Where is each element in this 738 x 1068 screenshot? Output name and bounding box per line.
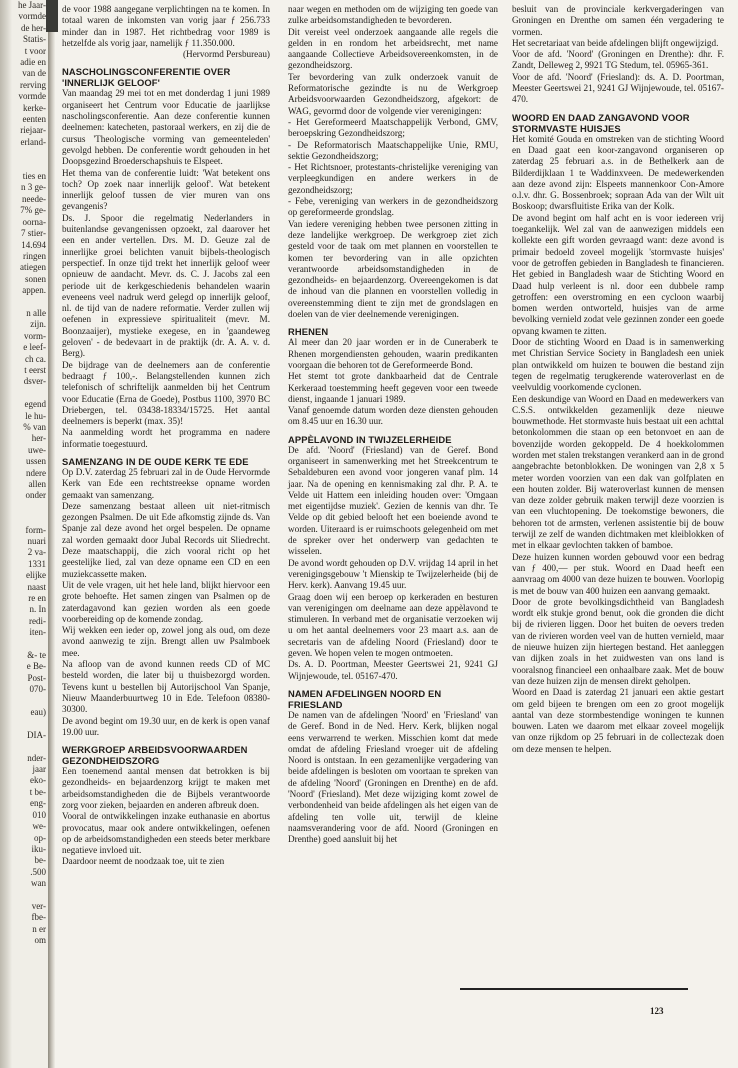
column-middle [288, 4, 498, 845]
article-paragraph: Wij wekken een ieder op, zowel jong als oud, om deze avond aanwezig te zijn. Brengt allen uw Psalmboek mee. [62, 625, 270, 658]
previous-page-line: nuari [27, 536, 46, 546]
article-heading: NAMEN AFDELINGEN NOORD EN FRIESLAND [288, 687, 442, 710]
previous-page-line: 070- [29, 684, 46, 695]
previous-page-line: jaar [32, 764, 46, 775]
previous-page-line [12, 297, 48, 308]
article-paragraph: Een deskundige van Woord en Daad en medewerkers van C.S.S. ontwikkelden gezamenlijk deze nieuwe bouwmethode. Het stormvaste huis bestaat uit een achttal betonkolommen die staan op een betonvoet en aan de bovenzijde worden gekoppeld. De 4 hoekkolommen worden met stalen trekstangen verankerd aan in de grond aangebrachte betonblokken. De woningen van 2,8 x 5 meter worden voorzien van een dak van golfplaten en een houten zolder. Bij wateroverlast kunnen de mensen van deze zolder gebruik maken terwijl deze voorzien is van een vluchtopening. De toekomstige bewoners, die behoren tot de armsten, verlenen assistentie bij de bouw terwijl ze zelf de wanden dichtmaken met kleiblokken of met in elkaar gevlochten takken of bamboe. [512, 393, 724, 551]
previous-page-line: op- [34, 832, 46, 843]
article-paragraph: Voor de afd. 'Noord' (Groningen en Drenthe): dhr. F. Zandt, Delleweg 2, 9921 TG Stedum, tel. 05965-361. [512, 49, 724, 71]
previous-page-line: le hu- [25, 410, 46, 421]
previous-page-line: eko- [30, 775, 46, 786]
article-paragraph: Woord en Daad is zaterdag 21 januari een aktie gestart om geld bijeen te brengen om een zo groot mogelijk aantal van deze stormbestendige woningen te kunnen bouwen. Laten we daarom met elkaar zoveel mogelijk van onze rijkdom op 25 februari in de collectezak doen om deze mensen te helpen. [512, 687, 724, 754]
previous-page-line: egend [24, 399, 46, 410]
article-paragraph: de voor 1988 aangegane verplichtingen na te komen. In totaal waren de inkomsten van vorig jaar ƒ 256.733 minder dan in 1987. Het richtbedrag voor 1989 is hetzelfde als vorig jaar, namelijk ƒ 11.350.000. [62, 4, 270, 48]
previous-page-line: n. In [29, 604, 46, 615]
previous-page-line: he Jaar- [17, 0, 46, 10]
previous-page-line [12, 718, 48, 729]
previous-page-line [12, 502, 48, 513]
article-paragraph: De avond begint om 19.30 uur, en de kerk is open vanaf 19.00 uur. [62, 715, 270, 737]
previous-page-line: redi- [29, 615, 46, 626]
article-source: (Hervormd Persbureau) [183, 49, 270, 60]
previous-page-line: iku- [31, 843, 46, 854]
previous-page-line: wan [31, 878, 46, 889]
article-heading: APPÈLAVOND IN TWIJZELERHEIDE [288, 433, 452, 445]
binding-gutter [48, 0, 55, 1068]
previous-page-line: re en [28, 593, 46, 604]
article-heading: SAMENZANG IN DE OUDE KERK TE EDE [62, 455, 249, 467]
previous-page-line: 14.694 [21, 239, 46, 250]
previous-page-line: neede- [22, 193, 46, 204]
previous-page-line: atiegen [20, 262, 46, 273]
article-paragraph: De avond wordt gehouden op D.V. vrijdag 14 april in het verenigingsgebouw 't Mienskip te Twijzelerheide (bij de Herv. kerk). Aanvang 19.45 uur. [288, 557, 498, 591]
column-right [512, 4, 724, 755]
previous-page-line: &- te [27, 650, 46, 661]
previous-page-line: nder- [27, 752, 46, 763]
article-paragraph: - De Reformatorisch Maatschappelijke Unie, RMU, sektie Gezondheidszorg; [288, 139, 498, 161]
article-paragraph: Graag doen wij een beroep op kerkeraden en besturen van verenigingen om deelname aan deze appèlavond te stimuleren. In verband met de organisatie verzoeken wij u om het aantal deelnemers voor 23 maart a.s. aan de secretaris van de afdeling Noord (Friesland) door te geven. We hopen velen te mogen ontmoeten. [288, 591, 498, 659]
previous-page-line: zijn. [30, 319, 46, 330]
previous-page-line: allen [28, 479, 46, 489]
previous-page-line: .500 [30, 866, 46, 877]
previous-page-line: naast [27, 581, 46, 592]
article-paragraph: - Febe, vereniging van werkers in de gezondheidszorg op gereformeerde grondslag. [288, 196, 498, 218]
previous-page-line: Post- [27, 672, 46, 683]
previous-page-line: oorna- [22, 216, 46, 227]
previous-page-line: vormde [18, 11, 46, 22]
previous-page-line: 2 va- [27, 547, 46, 558]
previous-page-line [12, 388, 48, 399]
article-heading: WERKGROEP ARBEIDSVOORWAARDEN GEZONDHEIDSZORG [62, 744, 248, 767]
previous-page-line: n er [32, 923, 46, 934]
previous-page-line: adie en [20, 57, 46, 68]
article-paragraph: De bijdrage van de deelnemers aan de conferentie bedraagt ƒ 100,-. Belangstellenden kunnen zich telefonisch of schriftelijk aanmelden bij het Centrum voor Educatie (Erna de Goede), Postbus 1100, 3970 BC Driebergen, tel. 03438-18334/15725. Het aantal deelnemers is beperkt (max. 35)! [62, 359, 270, 427]
article-paragraph: Deze samenzang bestaat alleen uit niet-ritmisch gezongen Psalmen. De uit Ede afkomstig zijnde ds. Van Spanje zal deze avond het orgel bespelen. De opname zal worden gemaakt door Jubal Records uit Sliedrecht. Deze maatschappij, die zich vooral richt op het geestelijke lied, zal van deze opname een CD en een muziekcassette maken. [62, 500, 270, 579]
article-paragraph: naar wegen en methoden om de wijziging ten goede van zulke arbeidsomstandigheden te bevorderen. [288, 4, 498, 26]
article-paragraph: Het komité Gouda en omstreken van de stichting Woord en Daad gaat een koor-zangavond organiseren op zaterdag 25 februari a.s. in de Bethelkerk aan de Bilderdijklaan 1 te Waddinxveen. De medewerkenden aan deze avond zijn: Elspeets mannenkoor Con-Amore o.l.v. dhr. G. Bossenbroek; sopraan Ada van der Wilt uit Boskoop; dwarsfluitiste Erika van der Kolk. [512, 133, 724, 212]
previous-page-line: iten- [29, 627, 46, 638]
book-spine-shadow [0, 0, 12, 1068]
page-number: 123 [650, 1006, 664, 1016]
previous-page-line: kerke- [23, 102, 46, 113]
binding-tab [46, 0, 58, 32]
previous-page-line: riejaar- [20, 125, 46, 136]
previous-page-line: % van [23, 421, 46, 432]
previous-page-line: ties en [22, 171, 46, 182]
previous-page-line [12, 513, 48, 524]
article-paragraph: - Het Gereformeerd Maatschappelijk Verbond, GMV, beroepskring Gezondheidszorg; [288, 116, 498, 139]
article-paragraph: Deze huizen kunnen worden gebouwd voor een bedrag van ƒ 400,— per stuk. Woord en Daad heeft een aanvraag om 4000 van deze huizen te bouwen. Voorlopig is met de bouw van 400 huizen een aanvang gemaakt. [512, 551, 724, 596]
article-paragraph: De afd. 'Noord' (Friesland) van de Geref. Bond organiseert in samenwerking met het Streekcentrum te Sebaldeburen een avond voor jongeren vanaf plm. 14 jaar. Na de opening en kennismaking zal dhr. P. A. te Velde uit Hattem een inleiding houden over: 'Omgaan met eigentijdse muziek'. Gezien de kennis van dhr. Te Velde op dit gebied belooft het een boeiende avond te worden. Uiteraard is er ruimschoots gelegenheid om met de spreker over het onderwerp van gedachten te wisselen. [288, 444, 498, 557]
previous-page-line: erland- [20, 136, 46, 147]
previous-page-line: onder [25, 490, 46, 501]
previous-page-line [12, 639, 48, 650]
previous-page-text [12, 0, 48, 947]
article-heading: RHENEN [288, 326, 329, 338]
previous-page-line [12, 148, 48, 159]
column-left [62, 4, 270, 868]
article-paragraph: Voor de afd. 'Noord' (Friesland): ds. A. D. Poortman, Meester Geertswei 21, 9241 GJ Wijnjewoude, tel. 05167-470. [512, 71, 724, 105]
article-paragraph: De namen van de afdelingen 'Noord' en 'Friesland' van de Geref. Bond in de Ned. Herv. Kerk, blijken nogal eens verwarrend te werken. Misschien komt dat mede omdat de afdeling Friesland vroeger uit de afdeling Noord is ontstaan. In een gezamenlijke vergadering van beide afdelingen is besloten om voortaan te spreken van de afdeling 'Noord' (Groningen en Drenthe) en de afd. 'Noord' (Friesland). Met deze wijziging komt zowel de verbondenheid van beide afdelingen als het eigen van de afdeling ten volle uit, terwijl de kleine naamsverandering voor de afd. Noord (Groningen en Drenthe) goed aansluit bij het [288, 709, 498, 845]
article-paragraph: Door de grote bevolkingsdichtheid van Bangladesh wordt elk stukje grond benut, ook die gronden die dicht bij de rivieren liggen. Door het buiten de oevers treden van de rivieren worden veel van de hutten vernield, maar de nieuwe huizen zijn hiertegen bestand. Het aanleggen van dijken zoals in het zuidwesten van ons land is vooralsnog financieel een onhaalbare zaak. Met de bouw van deze huizen zijn de mensen direkt geholpen. [512, 596, 724, 686]
previous-page-line: 1331 [28, 558, 46, 569]
previous-page-line: 010 [32, 809, 46, 820]
previous-page-strip [12, 0, 48, 1068]
previous-page-line: ringen [23, 250, 46, 261]
previous-page-line [12, 741, 48, 752]
previous-page-line: 7 stier- [20, 228, 46, 239]
article-heading: WOORD EN DAAD ZANGAVOND VOOR STORMVASTE HUISJES [512, 111, 690, 134]
previous-page-line: elijke [26, 570, 46, 581]
article-paragraph: Ds. J. Spoor die regelmatig Nederlanders in buitenlandse gevangenissen opzoekt, zal daarover het een en ander vertellen. Drs. M. D. Geuze zal de innerlijke groei belichten vanuit bijbels-theologisch perspectief. In onze tijd trekt het innerlijk geloof weer opnieuw de aandacht. Mevr. ds. C. J. Jacobs zal een periode uit de kerkgeschiedenis behandelen waarin eveneens veel nadruk werd gelegd op innerlijk geloof, nl. de tijd van de nadere reformatie. Verder zullen wij oefenen in expressieve spiritualiteit (mevr. M. Boonzaaijer), mystieke exegese, en in 'gaandeweg geloven' - de bedevaart in de praktijk (dr. A. A. v. d. Berg). [62, 212, 270, 359]
previous-page-line [12, 696, 48, 707]
previous-page-line: e leef- [23, 342, 46, 353]
previous-page-line: Statis- [22, 34, 46, 45]
previous-page-line [12, 160, 48, 171]
article-paragraph: Het stemt tot grote dankbaarheid dat de Centrale Kerkeraad toestemming heeft gegeven voor een tweede dienst, ingaande 1 januari 1989. [288, 371, 498, 404]
previous-page-line: e Be- [26, 661, 46, 672]
previous-page-line: rerving [20, 79, 46, 90]
previous-page-line: we- [32, 821, 46, 832]
article-paragraph: Ter bevordering van zulk onderzoek vanuit de Reformatorische gezindte is nu de Werkgroep Arbeidsvoorwaarden Gezondheidszorg, afgekort: de WAG, gevormd door de volgende vier verenigingen: [288, 71, 498, 116]
previous-page-line: uwe- [28, 444, 46, 455]
previous-page-line: 7% ge- [20, 205, 46, 216]
previous-page-line: n alle [26, 307, 46, 318]
previous-page-line [12, 890, 48, 901]
previous-page-line: ndere [26, 467, 46, 478]
previous-page-line: t be- [29, 786, 46, 797]
article-paragraph: De avond begint om half acht en is voor iedereen vrij toegankelijk. Wel zal van de aanwezigen middels een kollekte een gift worden gevraagd want: deze avond is primair bedoeld zoveel mogelijk 'stormvaste huisjes' voor de getroffen gebieden in Bangladesh te financieren. Het gebied in Bangladesh waar de Stichting Woord en Daad hulp verleent is nl. door een dubbele ramp getroffen: een overstroming en een cycloon waarbij bomen werden ontworteld, huisjes van de arme bevolking vernield zodat vele gezinnen zonder een goede opvang kwamen te zitten. [512, 212, 724, 336]
article-paragraph: Al meer dan 20 jaar worden er in de Cuneraberk te Rhenen morgendiensten gehouden, waarin predikanten voorgaan die behoren tot de Gereformeerde Bond. [288, 337, 498, 370]
article-paragraph: Na aanmelding wordt het programma en nadere informatie toegestuurd. [62, 427, 270, 449]
previous-page-line: vorm- [24, 330, 46, 341]
previous-page-line: ussen [26, 456, 46, 467]
previous-page-line: van de [22, 68, 46, 79]
article-paragraph: Vooral de ontwikkelingen inzake euthanasie en abortus provocatus, maar ook andere ontwikkelingen, oefenen op de arbeidsomstandigheden een steeds beter merkbare negatieve invloed uit. [62, 811, 270, 856]
previous-page-line: sonen [25, 273, 46, 284]
article-paragraph: Het secretariaat van beide afdelingen blijft ongewijzigd. [512, 37, 719, 48]
previous-page-line: eng- [30, 798, 46, 809]
previous-page-line: be- [34, 855, 46, 866]
article-paragraph: Vanaf genoemde datum worden deze diensten gehouden om 8.45 uur en 16.30 uur. [288, 405, 498, 427]
article-paragraph: - Het Richtsnoer, protestants-christelijke vereniging van verpleegkundigen en andere werkers in de gezondheidszorg; [288, 162, 498, 195]
previous-page-line: fbe- [31, 912, 46, 923]
article-paragraph: Op D.V. zaterdag 25 februari zal in de Oude Hervormde Kerk van Ede een rechtstreekse opname worden gemaakt van samenzang. [62, 466, 270, 500]
previous-page-line: dsver- [23, 376, 46, 387]
article-paragraph: Daardoor neemt de noodzaak toe, uit te zien [62, 856, 225, 867]
article-paragraph: Na afloop van de avond kunnen reeds CD of MC besteld worden, die later bij u thuisbezorgd worden. Tevens kunt u bestellen bij Autorijschool Van Spanje, Nieuw Maanderbuurtweg 10 in Ede. Telefoon 08380-30300. [62, 659, 270, 715]
previous-page-line: vormde [18, 91, 46, 102]
article-paragraph: Door de stichting Woord en Daad is in samenwerking met Christian Service Society in Bangladesh een uniek plan ontwikkeld om huizen te bouwen die bestand zijn tegen de regelmatig terugkerende wateroverlast en de veelvuldig voorkomende cyclonen. [512, 337, 724, 393]
previous-page-line: ver- [31, 900, 46, 911]
previous-page-line: de her- [20, 22, 46, 33]
article-paragraph: Een toenemend aantal mensen dat betrokken is bij gezondheids- en bejaardenzorg krijgt te maken met arbeidsomstandigheden die de Bijbels verantwoorde zorg voor zieken, bejaarden en anderen afbreuk doen. [62, 766, 270, 810]
previous-page-line: form- [25, 524, 46, 535]
article-paragraph: Ds. A. D. Poortman, Meester Geertswei 21, 9241 GJ Wijnjewoude, tel. 05167-470. [288, 659, 498, 681]
previous-page-line: t eerst [24, 364, 46, 375]
article-paragraph: besluit van de provinciale kerkvergaderingen van Groningen en Drenthe om samen één vergadering te vormen. [512, 4, 724, 37]
previous-page-line: DIA- [27, 729, 46, 740]
previous-page-line: om [34, 935, 46, 946]
article-paragraph: Het thema van de conferentie luidt: 'Wat betekent ons toch? Op zoek naar innerlijk geloof'. Wat betekent innerlijk geloof tussen de vier muren van ons gevangenis? [62, 167, 270, 212]
article-paragraph: Uit de vele vragen, uit het hele land, blijkt hiervoor een grote behoefte. Het samen zingen van Psalmen op de zaterdagavond kan gezien worden als een goede voorbereiding op de komende zondag. [62, 579, 270, 624]
end-rule [460, 988, 688, 990]
previous-page-line: n 3 ge- [21, 182, 46, 193]
previous-page-line: appen. [22, 285, 46, 296]
article-heading: NASCHOLINGSCONFERENTIE OVER 'INNERLIJK GELOOF' [62, 66, 231, 89]
previous-page-line: t voor [24, 45, 46, 56]
previous-page-line: ch ca. [25, 353, 46, 364]
article-paragraph: Van iedere vereniging hebben twee personen zitting in deze landelijke werkgroep. De werkgroep ziet zich gesteld voor de taak om met plannen en voorstellen te komen ter bevordering van in alle opzichten verantwoorde arbeidsomstandigheden in de gezondheids- en bejaardenzorg. Overeengekomen is dat de inhoud van die plannen en voorstellen volledig in overeenstemming dient te zijn met de grondslagen en doelen van de vier deelnemende verenigingen. [288, 218, 498, 320]
article-paragraph: Dit vereist veel onderzoek aangaande alle regels die gelden in en rondom het arbeidsrecht, met name aangaande Collectieve Arbeidsovereenkomsten, in de gezondheidszorg. [288, 26, 498, 71]
previous-page-line: eau) [30, 707, 46, 718]
article-paragraph: Van maandag 29 mei tot en met donderdag 1 juni 1989 organiseert het Centrum voor Educatie de jaarlijkse nascholingsconferentie. Aan deze conferentie kunnen deelnemen: katecheten, pastoraal werkers, en zij die de cursus 'Theologische vorming van gemeenteleden' gevolgd hebben. De conferentie wordt gehouden in het Doopsgezind Broederschapshuis te Elspeet. [62, 88, 270, 167]
previous-page-line: her- [31, 433, 46, 444]
previous-page-line: eenten [22, 114, 46, 125]
